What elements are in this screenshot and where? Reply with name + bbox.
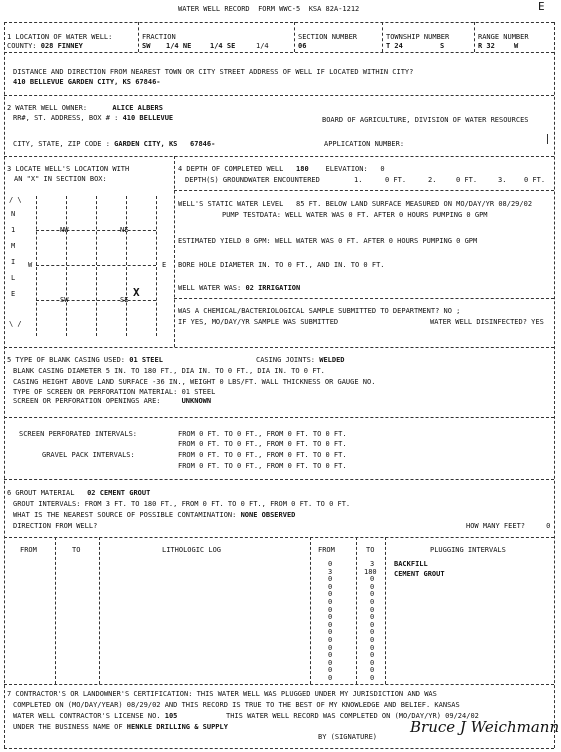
county-line: [7, 42, 83, 50]
w-label: W: [28, 261, 33, 269]
distance-label: DISTANCE AND DIRECTION FROM NEAREST TOWN OR CITY STREET ADDRESS OF WELL IF LOCATED WITHIN CITY?: [13, 68, 414, 76]
frame-right: [554, 22, 555, 748]
contam-line: [13, 511, 295, 519]
s3-label-2: AN "X" IN SECTION BOX:: [14, 175, 107, 183]
grid-line: [66, 196, 67, 336]
city-value: GARDEN CITY, KS: [114, 140, 178, 148]
plug-to-value: 0: [370, 666, 375, 675]
board-text: BOARD OF AGRICULTURE, DIVISION OF WATER RESOURCES: [322, 116, 529, 124]
joints-line: [256, 356, 345, 364]
rule: [174, 190, 554, 191]
grid-arrow-bl: \ /: [9, 320, 22, 328]
grid-line: [156, 196, 157, 336]
fraction-2: 1/4 NE: [166, 42, 192, 50]
divider: [99, 537, 100, 684]
divider: [356, 537, 357, 684]
plug-from-value: 0: [328, 636, 333, 644]
plug-from-value: 3: [328, 567, 333, 576]
plug-from-value: 0: [328, 651, 333, 660]
elevation-value: 0: [380, 165, 385, 173]
application-label: APPLICATION NUMBER:: [324, 140, 405, 148]
divider: [294, 22, 295, 52]
address-line: [13, 114, 173, 122]
plug-from-value: 0: [328, 613, 333, 622]
business-value: HENKLE DRILLING & SUPPLY: [126, 723, 228, 731]
gravel-label: GRAVEL PACK INTERVALS:: [42, 451, 135, 459]
owner-value: ALICE ALBERS: [112, 104, 163, 112]
static-value: 85 FT. BELOW LAND SURFACE MEASURED ON MO/DAY/YR: [296, 200, 495, 208]
gw-2-val: 0 FT.: [456, 176, 478, 184]
license-label: WATER WELL CONTRACTOR'S LICENSE NO.: [13, 712, 161, 720]
range-value: R 32: [478, 42, 495, 50]
mile-m: M: [11, 242, 16, 250]
elevation-label: ELEVATION:: [325, 165, 368, 173]
frame-left: [4, 22, 5, 748]
plugging-header: PLUGGING INTERVALS: [430, 546, 506, 554]
e-label: E: [162, 261, 167, 269]
address-value: 410 BELLEVUE: [122, 114, 174, 122]
mile-1: 1: [11, 226, 16, 234]
sw-label: SW: [60, 296, 69, 304]
plug-to-value: 0: [370, 582, 375, 591]
gravel-row-1: FROM 0 FT. TO 0 FT., FROM 0 FT. TO 0 FT.: [178, 451, 347, 459]
gw-3-val: 0 FT.: [524, 176, 546, 184]
range-dir: W: [514, 42, 519, 50]
use-label: WELL WATER WAS:: [178, 284, 242, 292]
grid-line: [96, 196, 97, 336]
perf-label: SCREEN PERFORATED INTERVALS:: [19, 430, 138, 438]
divider: [174, 156, 175, 347]
screen-line: [13, 388, 215, 396]
contam-label: WHAT IS THE NEAREST SOURCE OF POSSIBLE CONTAMINATION:: [13, 511, 237, 519]
plug-to-value: 0: [370, 674, 375, 682]
perf-row-2: FROM 0 FT. TO 0 FT., FROM 0 FT. TO 0 FT.: [178, 440, 347, 448]
se-label: SE: [120, 296, 129, 304]
pump-line: PUMP TESTDATA: WELL WATER WAS 0 FT. AFTER 0 HOURS PUMPING 0 GPM: [222, 211, 488, 219]
chem-line: WAS A CHEMICAL/BACTERIOLOGICAL SAMPLE SUBMITTED TO DEPARTMENT? NO ;: [178, 307, 461, 315]
range-label: RANGE NUMBER: [478, 33, 529, 41]
plug-to-header: TO: [366, 546, 375, 554]
plug-to-value: 0: [370, 613, 375, 622]
static-date: 08/29/02: [498, 200, 533, 208]
owner-line: [7, 104, 163, 112]
feet-value: 0: [546, 522, 551, 530]
county-label: COUNTY:: [7, 42, 37, 50]
plug-to-value: 0: [370, 651, 375, 660]
form-title: [178, 5, 359, 13]
divider: [385, 537, 386, 684]
rule: [4, 347, 554, 348]
plug-from-value: 0: [328, 666, 333, 675]
static-line: [178, 200, 532, 208]
grout-line: [7, 489, 150, 497]
plug-from-value: 0: [328, 560, 333, 568]
township-label: TOWNSHIP NUMBER: [386, 33, 450, 41]
well-location-mark: X: [133, 286, 140, 299]
grout-label: 6 GROUT MATERIAL: [7, 489, 75, 497]
casing-label: 5 TYPE OF BLANK CASING USED:: [7, 356, 126, 364]
fraction-3: 1/4 SE: [210, 42, 236, 50]
height-line: CASING HEIGHT ABOVE LAND SURFACE -36 IN., WEIGHT 0 LBS/FT. WALL THICKNESS OR GAUGE NO.: [13, 378, 376, 386]
joints-value: WELDED: [319, 356, 345, 364]
cert-line-2: COMPLETED ON (MO/DAY/YEAR) 08/29/02 AND THIS RECORD IS TRUE TO THE BEST OF MY KNOWLEDGE AND BELIEF. KANSAS: [13, 701, 460, 709]
plug-to-value: 180: [364, 567, 377, 576]
plug-from-value: 0: [328, 590, 333, 599]
completed-label: THIS WATER WELL RECORD WAS COMPLETED ON (MO/DAY/YR): [226, 712, 441, 720]
grid-line: [126, 196, 127, 336]
grid-line: [36, 196, 37, 336]
diameter-line: BLANK CASING DIAMETER 5 IN. TO 180 FT., DIA IN. TO 0 FT., DIA IN. TO 0 FT.: [13, 367, 325, 375]
plug-from-value: 0: [328, 598, 333, 606]
plug-from-value: 0: [328, 620, 333, 629]
groundwater-label: DEPTH(S) GROUNDWATER ENCOUNTERED: [185, 176, 320, 184]
mile-l: L: [11, 274, 16, 282]
bore-line: BORE HOLE DIAMETER IN. TO 0 FT., AND IN. TO 0 FT.: [178, 261, 385, 269]
plug-cement: CEMENT GROUT: [394, 570, 445, 578]
screen-value: 01 STEEL: [181, 388, 216, 396]
cert-line-1: 7 CONTRACTOR'S OR LANDOWNER'S CERTIFICATION: THIS WATER WELL WAS PLUGGED UNDER MY JURISDICTION AND WAS: [7, 690, 437, 698]
plug-to-value: 0: [370, 658, 375, 667]
plug-to-value: 0: [370, 620, 375, 629]
plug-to-value: 0: [370, 605, 375, 614]
grid-arrow-tl: / \: [9, 196, 22, 204]
address-label: RR#, ST. ADDRESS, BOX # :: [13, 114, 119, 122]
plug-to-value: 0: [370, 575, 375, 584]
depth-line: [178, 165, 385, 173]
lithologic-header: LITHOLOGIC LOG: [162, 546, 222, 554]
gw-1-val: 0 FT.: [385, 176, 407, 184]
plug-from-value: 0: [328, 628, 333, 637]
rule: [4, 156, 554, 157]
openings-line: [13, 397, 211, 405]
business-label: UNDER THE BUSINESS NAME OF: [13, 723, 123, 731]
s3-label-1: 3 LOCATE WELL'S LOCATION WITH: [7, 165, 130, 173]
signature-label: BY (SIGNATURE): [318, 733, 378, 741]
use-line: [178, 284, 300, 292]
rule: [4, 52, 554, 53]
joints-label: CASING JOINTS:: [256, 356, 316, 364]
plug-from-value: 0: [328, 643, 333, 652]
plug-to-value: 0: [370, 636, 375, 644]
grid-line: [36, 300, 156, 301]
static-label: WELL'S STATIC WATER LEVEL: [178, 200, 284, 208]
city-label: CITY, STATE, ZIP CODE :: [13, 140, 110, 148]
fraction-label: FRACTION: [142, 33, 176, 41]
frame-top: [4, 22, 554, 23]
plug-from-value: 0: [328, 605, 333, 614]
gw-3: 3.: [498, 176, 507, 184]
city-line: [13, 140, 215, 148]
fraction-1: SW: [142, 42, 151, 50]
divider: [382, 22, 383, 52]
form-code: FORM WWC-5: [258, 5, 301, 13]
section-label: SECTION NUMBER: [298, 33, 358, 41]
plug-from-value: 0: [328, 582, 333, 591]
rule: [174, 298, 554, 299]
divider: [474, 22, 475, 52]
license-value: 105: [164, 712, 178, 720]
contam-value: NONE OBSERVED: [240, 511, 296, 519]
use-value: 02 IRRIGATION: [245, 284, 301, 292]
plug-backfill: BACKFILL: [394, 560, 428, 568]
divider: [55, 537, 56, 684]
township-dir: S: [440, 42, 445, 50]
gw-1: 1.: [354, 176, 363, 184]
perf-row-1: FROM 0 FT. TO 0 FT., FROM 0 FT. TO 0 FT.: [178, 430, 347, 438]
corner-letter: E: [538, 0, 545, 13]
yield-line: ESTIMATED YIELD 0 GPM: WELL WATER WAS 0 FT. AFTER 0 HOURS PUMPING 0 GPM: [178, 237, 478, 245]
form-ksa: KSA 82A-1212: [308, 5, 360, 13]
tick: [547, 134, 548, 144]
plug-to-value: 0: [370, 628, 375, 637]
direction-label: DIRECTION FROM WELL?: [13, 522, 98, 530]
frame-bottom: [4, 748, 554, 749]
distance-value: 410 BELLEVUE GARDEN CITY, KS 67846-: [13, 78, 161, 86]
plug-from-value: 0: [328, 575, 333, 584]
mile-i: I: [11, 258, 16, 266]
plug-to-value: 3: [370, 560, 375, 568]
section-value: 06: [298, 42, 307, 50]
form-title-text: WATER WELL RECORD: [178, 5, 250, 13]
screen-label: TYPE OF SCREEN OR PERFORATION MATERIAL:: [13, 388, 178, 396]
openings-value: UNKNOWN: [181, 397, 212, 405]
sample-date-line: IF YES, MO/DAY/YR SAMPLE WAS SUBMITTED: [178, 318, 339, 326]
depth-label: 4 DEPTH OF COMPLETED WELL: [178, 165, 284, 173]
ne-label: NE: [120, 226, 129, 234]
signature-icon: Bruce J Weichmann: [410, 718, 560, 736]
plug-to-value: 0: [370, 598, 375, 606]
log-to-header: TO: [72, 546, 81, 554]
completed-value: 09/24/02: [445, 712, 479, 720]
zip-value: 67846-: [190, 140, 216, 148]
openings-label: SCREEN OR PERFORATION OPENINGS ARE:: [13, 397, 161, 405]
nw-label: NW: [60, 226, 69, 234]
rule: [4, 95, 554, 96]
grout-value: 02 CEMENT GROUT: [87, 489, 151, 497]
n-letter: N: [11, 210, 16, 218]
owner-label: 2 WATER WELL OWNER:: [7, 104, 88, 112]
disinfected-line: WATER WELL DISINFECTED? YES: [430, 318, 544, 326]
plug-to-value: 0: [370, 643, 375, 652]
business-line: [13, 723, 228, 731]
gravel-row-2: FROM 0 FT. TO 0 FT., FROM 0 FT. TO 0 FT.: [178, 462, 347, 470]
depth-value: 180: [296, 165, 309, 173]
s1-label: 1 LOCATION OF WATER WELL:: [7, 33, 113, 41]
rule: [4, 537, 554, 538]
mile-e: E: [11, 290, 16, 298]
plug-from-value: 0: [328, 658, 333, 667]
casing-value: 01 STEEL: [129, 356, 163, 364]
fraction-4: 1/4: [256, 42, 269, 50]
plug-from-value: 0: [328, 674, 333, 682]
rule: [4, 417, 554, 418]
casing-line: [7, 356, 163, 364]
plug-from-header: FROM: [318, 546, 335, 554]
gw-2: 2.: [428, 176, 437, 184]
rule: [4, 479, 554, 480]
license-line: [13, 712, 177, 720]
feet-line: [466, 522, 550, 530]
grid-line: [36, 265, 156, 266]
county-value: 028 FINNEY: [40, 42, 83, 50]
divider: [310, 537, 311, 684]
feet-label: HOW MANY FEET?: [466, 522, 526, 530]
grid-line: [36, 230, 156, 231]
plug-to-value: 0: [370, 590, 375, 599]
township-value: T 24: [386, 42, 403, 50]
rule: [4, 684, 554, 685]
grout-intervals: GROUT INTERVALS: FROM 3 FT. TO 180 FT., FROM 0 FT. TO 0 FT., FROM 0 FT. TO 0 FT.: [13, 500, 351, 508]
log-from-header: FROM: [20, 546, 37, 554]
divider: [138, 22, 139, 52]
